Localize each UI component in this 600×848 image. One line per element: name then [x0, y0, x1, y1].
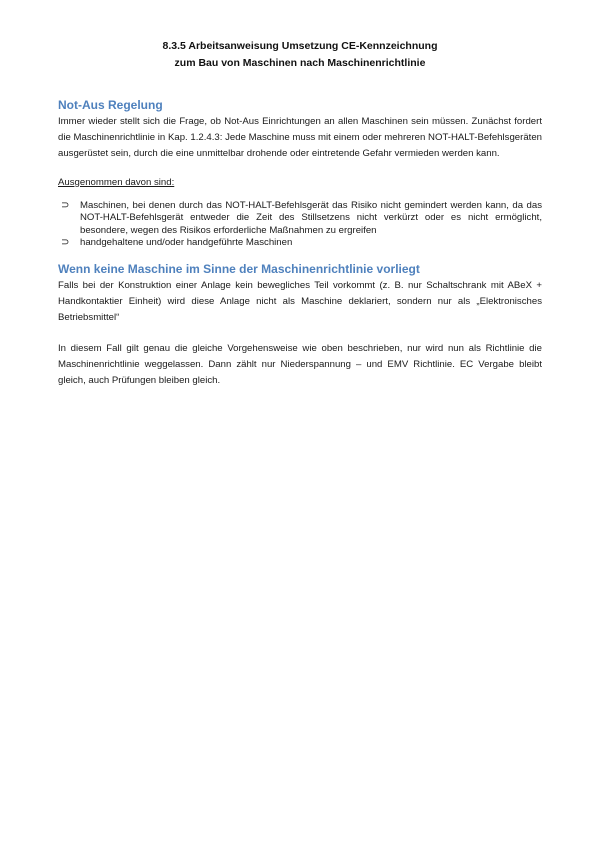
- list-item-text: Maschinen, bei denen durch das NOT-HALT-Befehlsgerät das Risiko nicht gemindert werden kann, da das NOT-HALT-Befehlsgerät entweder die Zeit des Stillsetzens nicht verkürzt oder es nicht ermöglicht, besondere, wegen des Risikos erforderliche Maßnahmen zu ergreifen: [80, 199, 542, 236]
- section-heading-keine-maschine: Wenn keine Maschine im Sinne der Maschinenrichtlinie vorliegt: [58, 261, 420, 276]
- arrow-bullet-icon: ⊃: [61, 199, 70, 211]
- list-item: [58, 237, 542, 250]
- keine-maschine-paragraph-2: In diesem Fall gilt genau die gleiche Vorgehensweise wie oben beschrieben, nur wird nun als Richtlinie die Maschinenrichtlinie weggelassen. Dann zählt nur Niederspannung – und EMV Richtlinie. EC Vergabe bleibt gleich, auch Prüfungen bleiben gleich.: [58, 342, 542, 386]
- section-heading-not-aus: Not-Aus Regelung: [58, 98, 163, 112]
- document-title: [58, 38, 542, 72]
- title-line-2: zum Bau von Maschinen nach Maschinenrichtlinie: [174, 57, 426, 69]
- keine-maschine-paragraph-1: Falls bei der Konstruktion einer Anlage kein bewegliches Teil vorkommt (z. B. nur Schaltschrank mit ABeX + Handkontaktier Einheit) wird diese Anlage nicht als Maschine deklariert, sondern nur als „Elektronisches Betriebsmittel“: [58, 279, 542, 324]
- not-aus-paragraph: Immer wieder stellt sich die Frage, ob Not-Aus Einrichtungen an allen Maschinen sein müssen. Zunächst fordert die Maschinenrichtlinie in Kap. 1.2.4.3: Jede Maschine muss mit einem oder mehreren NOT-HALT-Befehlsgeräten ausgerüstet sein, durch die eine unmittelbar drohende oder eintretende Gefahr vermieden werden kann.: [58, 116, 542, 160]
- exceptions-label: Ausgenommen davon sind:: [58, 176, 175, 188]
- exceptions-list: [58, 200, 542, 250]
- title-line-1: 8.3.5 Arbeitsanweisung Umsetzung CE-Kennzeichnung: [162, 40, 438, 52]
- document-page: [58, 38, 542, 389]
- arrow-bullet-icon: ⊃: [61, 237, 70, 249]
- list-item: [58, 200, 542, 238]
- list-item-text: handgehaltene und/oder handgeführte Maschinen: [80, 237, 293, 249]
